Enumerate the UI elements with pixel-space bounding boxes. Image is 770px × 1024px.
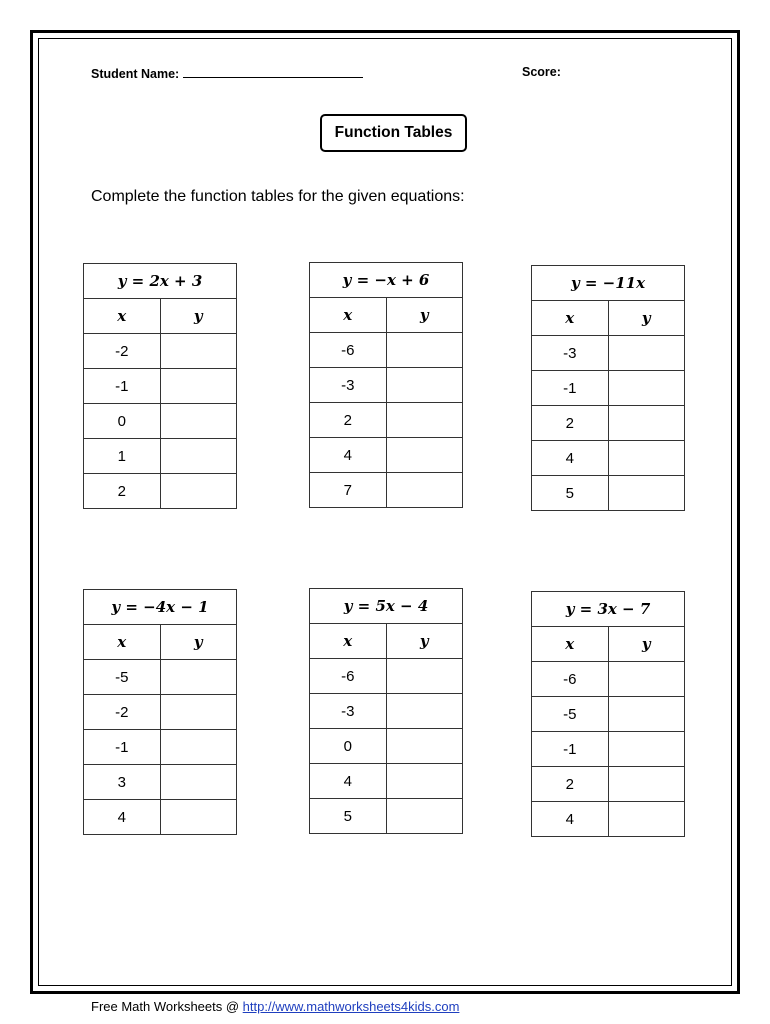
y-answer-cell[interactable] [160,439,237,474]
x-value: -6 [310,659,387,694]
y-answer-cell[interactable] [160,474,237,509]
y-answer-cell[interactable] [160,730,237,765]
table-equation: y = 5x − 4 [310,589,463,624]
x-value: -2 [84,334,161,369]
x-value: 4 [84,800,161,835]
y-answer-cell[interactable] [386,473,463,508]
x-value: 7 [310,473,387,508]
x-value: 2 [310,403,387,438]
y-answer-cell[interactable] [608,406,685,441]
x-value: 5 [310,799,387,834]
x-value: -3 [310,368,387,403]
student-name-field [91,65,363,81]
student-name-blank[interactable] [183,65,363,78]
page-title: Function Tables [320,114,467,152]
x-header: x [532,627,609,662]
instructions: Complete the function tables for the given equations: [91,188,465,205]
x-value: 0 [310,729,387,764]
function-table [309,588,463,834]
function-table [83,263,237,509]
x-value: 4 [532,441,609,476]
y-answer-cell[interactable] [386,368,463,403]
y-answer-cell[interactable] [386,438,463,473]
page-border [30,30,740,994]
y-answer-cell[interactable] [160,369,237,404]
student-name-label: Student Name: [91,67,180,81]
x-value: -2 [84,695,161,730]
y-answer-cell[interactable] [386,729,463,764]
function-table [309,262,463,508]
y-header: y [608,627,685,662]
x-value: 2 [84,474,161,509]
x-value: -6 [310,333,387,368]
y-answer-cell[interactable] [386,333,463,368]
footer [91,999,459,1014]
x-header: x [84,299,161,334]
y-answer-cell[interactable] [386,403,463,438]
y-answer-cell[interactable] [386,799,463,834]
x-header: x [84,625,161,660]
function-table [531,591,685,837]
y-answer-cell[interactable] [608,767,685,802]
table-equation: y = 2x + 3 [84,264,237,299]
y-answer-cell[interactable] [608,371,685,406]
y-answer-cell[interactable] [608,441,685,476]
x-value: 1 [84,439,161,474]
y-answer-cell[interactable] [608,662,685,697]
x-value: 4 [310,764,387,799]
y-header: y [386,298,463,333]
footer-text: Free Math Worksheets @ [91,999,243,1014]
y-answer-cell[interactable] [386,694,463,729]
x-value: -3 [310,694,387,729]
y-answer-cell[interactable] [160,695,237,730]
x-value: -1 [84,369,161,404]
y-answer-cell[interactable] [160,800,237,835]
x-value: 3 [84,765,161,800]
y-answer-cell[interactable] [160,660,237,695]
x-value: -5 [532,697,609,732]
y-answer-cell[interactable] [160,404,237,439]
x-value: 2 [532,767,609,802]
x-value: 5 [532,476,609,511]
footer-link[interactable]: http://www.mathworksheets4kids.com [242,999,460,1014]
x-value: 2 [532,406,609,441]
y-header: y [608,301,685,336]
function-table [83,589,237,835]
table-equation: y = 3x − 7 [532,592,685,627]
table-equation: y = −4x − 1 [84,590,237,625]
x-value: -5 [84,660,161,695]
y-answer-cell[interactable] [608,802,685,837]
y-header: y [160,625,237,660]
x-header: x [310,298,387,333]
table-equation: y = −x + 6 [310,263,463,298]
y-answer-cell[interactable] [608,476,685,511]
y-answer-cell[interactable] [608,732,685,767]
x-value: 4 [310,438,387,473]
function-table [531,265,685,511]
y-answer-cell[interactable] [160,765,237,800]
x-value: -3 [532,336,609,371]
y-answer-cell[interactable] [386,764,463,799]
table-equation: y = −11x [532,266,685,301]
x-header: x [310,624,387,659]
y-header: y [160,299,237,334]
x-value: -1 [84,730,161,765]
x-value: -1 [532,732,609,767]
x-value: -1 [532,371,609,406]
y-header: y [386,624,463,659]
y-answer-cell[interactable] [386,659,463,694]
y-answer-cell[interactable] [608,697,685,732]
score-label: Score: [522,65,561,79]
y-answer-cell[interactable] [608,336,685,371]
x-value: 0 [84,404,161,439]
x-value: 4 [532,802,609,837]
y-answer-cell[interactable] [160,334,237,369]
page-border-inner [38,38,732,986]
x-value: -6 [532,662,609,697]
x-header: x [532,301,609,336]
